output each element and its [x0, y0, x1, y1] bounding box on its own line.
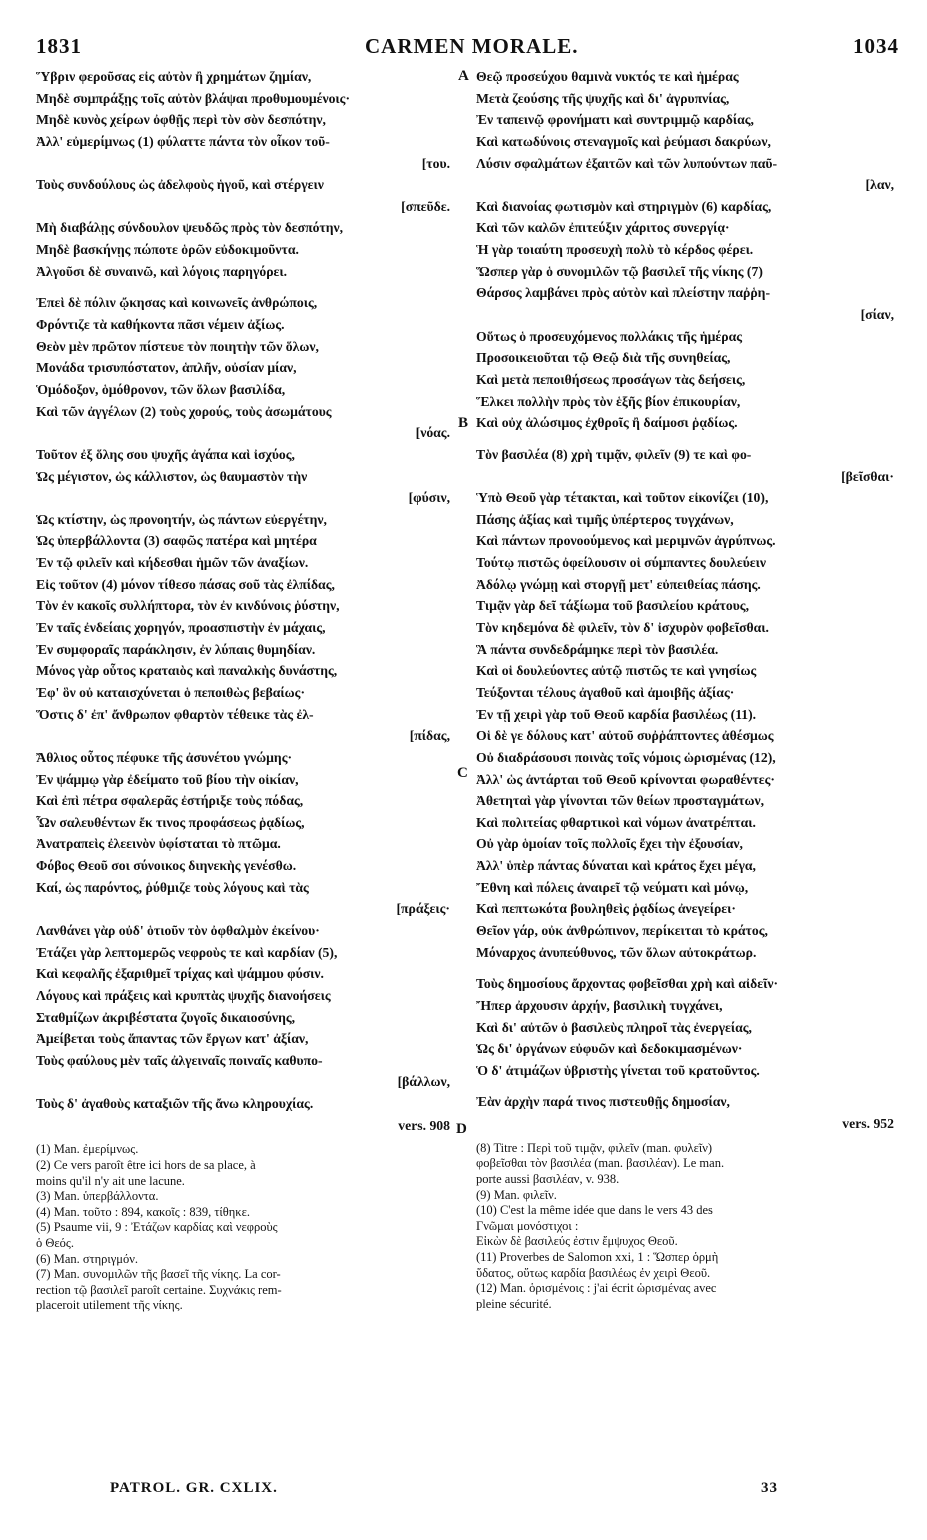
verse-line: [φύσιν, [408, 490, 450, 506]
verse-line: Μόναρχος ἀνυπεύθυνος, τῶν ὅλων αὐτοκράτωρ. [476, 944, 757, 960]
verse-line: Ὧν σαλευθέντων ἔκ τινος προφάσεως ῥᾳδίως, [36, 814, 305, 830]
verse-line: Ἃ πάντα συνδεδράμηκε περὶ τὸν βασιλέα. [476, 641, 719, 657]
verse-line: Καὶ ἐπὶ πέτρα σφαλερᾶς ἐστήριξε τοὺς πόδας, [36, 793, 304, 809]
verse-line: Θεῷ προσεύχου θαμινὰ νυκτός τε καὶ ἡμέρας [476, 69, 739, 84]
verse-line: Φόβος Θεοῦ σοι σύνοικος διηνεκὴς γενέσθω. [36, 858, 297, 874]
verse-line: Καὶ διανοίας φωτισμὸν καὶ στηριγμὸν (6) καρδίας, [476, 198, 772, 214]
verse-line: Ἐν τῷ φιλεῖν καὶ κήδεσθαι ἡμῶν τῶν ἀναξίων. [36, 555, 309, 571]
margin-letter-a: A [458, 68, 469, 84]
verse-line: Τιμᾷν γὰρ δεῖ τάξίωμα τοῦ βασιλείου κράτους, [476, 598, 750, 614]
verse-line: Ἐφ' ὃν οὐ καταισχύνεται ὁ πεποιθὼς βεβαίως· [36, 684, 306, 700]
verse-line: Ὕβριν φεροῦσας εἰς αὐτὸν ἢ χρημάτων ζημίαν, [36, 69, 312, 84]
left-stanza-2 [36, 292, 450, 1114]
verse-line: Τὸν κηδεμόνα δὲ φιλεῖν, τὸν δ' ἰσχυρὸν φοβεῖσθαι. [476, 620, 769, 636]
verse-line: Ἀλλ' ὑπὲρ πάντας δύναται καὶ κράτος ἔχει μέγα, [476, 858, 756, 874]
footnote-line: (9) Man. φιλεῖν. [476, 1187, 557, 1202]
verse-line: Μονάδα τρισυπόστατον, ἁπλῆν, οὐσίαν μίαν, [36, 360, 297, 376]
footnote-line: rection τῷ βασιλεῖ paroît certaine. Συχνάκις rem- [36, 1282, 282, 1297]
margin-letter-c: C [457, 765, 468, 781]
footnote-line: porte aussi βασιλέαν, v. 938. [476, 1171, 620, 1186]
verse-line: Προσοικειοῦται τῷ Θεῷ διὰ τῆς συνηθείας, [476, 350, 731, 366]
left-column [36, 66, 450, 1314]
verse-line: Ἀλλ' ὡς ἀντάρται τοῦ Θεοῦ κρίνονται φωραθέντες· [476, 771, 775, 787]
footnote-line: pleine sécurité. [476, 1296, 552, 1311]
verse-line: [σίαν, [860, 307, 894, 323]
verse-line: Μὴ διαβάλῃς σύνδουλον ψευδῶς πρὸς τὸν δεσπότην, [36, 220, 344, 236]
verse-line: Ἐν συμφοραῖς παράκλησιν, ἐν λύπαις θυμηδίαν. [36, 641, 316, 657]
verse-line: Τὸν βασιλέα (8) χρὴ τιμᾷν, φιλεῖν (9) τε καὶ φο- [476, 446, 752, 462]
patrologia-signature: PATROL. GR. CXLIX. [110, 1480, 278, 1496]
verse-line: Καὶ πολιτείας φθαρτικοὶ καὶ νόμων ἀνατρέπται. [476, 814, 756, 830]
verse-line: Ἀλλ' εὐμερίμνως (1) φύλαττε πάντα τὸν οἶκον τοῦ- [36, 133, 330, 149]
verse-line: Ἐὰν ἀρχὴν παρά τινος πιστευθῇς δημοσίαν, [476, 1094, 730, 1110]
verse-line: [βεῖσθαι· [841, 468, 894, 484]
header-title: CARMEN MORALE. [365, 34, 579, 58]
verse-line: Καὶ μετὰ πεποιθήσεως προσάγων τὰς δεήσεις, [476, 371, 746, 387]
verse-line: Καὶ οἱ δουλεύοντες αὐτῷ πιστῶς τε καὶ γνησίως [476, 663, 757, 679]
footnote-line: (10) C'est la même idée que dans le vers 43 des [476, 1203, 713, 1218]
verse-line: Ἀμείβεται τοὺς ἅπαντας τῶν ἔργων κατ' ἀξίαν, [36, 1031, 309, 1047]
footnote-line: ὕδατος, οὕτως καρδία βασιλέως ἐν χειρὶ Θεοῦ. [476, 1265, 711, 1280]
verse-line: [του. [421, 155, 450, 171]
verse-line: Καὶ πεπτωκότα βουληθεὶς ῥᾳδίως ἀνεγείρει· [476, 901, 736, 917]
verse-line: [σπεῦδε. [401, 198, 450, 214]
verse-line: Ὥσπερ γὰρ ὁ συνομιλῶν τῷ βασιλεῖ τῆς νίκης (7) [476, 263, 763, 279]
verse-line: Ὑπὸ Θεοῦ γὰρ τέτακται, καὶ τοῦτον εἰκονίζει (10), [476, 490, 769, 506]
verse-line: Τοὺς συνδούλους ὡς ἀδελφοὺς ἡγοῦ, καὶ στέργειν [36, 177, 324, 193]
right-stanza-2 [476, 444, 894, 963]
left-verse-reference: vers. 908 [398, 1117, 450, 1133]
verse-line: Καὶ τῶν ἀγγέλων (2) τοὺς χορούς, τοὺς ἀσωμάτους [36, 403, 332, 419]
verse-line: Ἕλκει πολλὴν πρὸς τὸν ἑξῆς βίον ἐπικουρίαν, [476, 393, 741, 409]
verse-line: Ὁμόδοξον, ὁμόθρονον, τῶν ὅλων βασιλίδα, [36, 381, 286, 397]
verse-line: [πίδας, [409, 728, 450, 744]
right-verse-reference: vers. 952 [842, 1116, 894, 1132]
verse-line: Οὐ διαδράσουσι ποινὰς τοῖς νόμοις ὡρισμένας (12), [476, 749, 776, 765]
footnote-line: φοβεῖσθαι τὸν βασιλέα (man. βασιλέαν). Le man. [476, 1156, 725, 1171]
verse-line: Ἐν ψάμμῳ γὰρ ἐδείματο τοῦ βίου τὴν οἰκίαν, [36, 771, 299, 787]
left-stanza-1 [36, 66, 450, 282]
verse-line: Εἰς τοῦτον (4) μόνον τίθεσο πάσας σοῦ τὰς ἐλπίδας, [36, 576, 335, 592]
footnote-line: (5) Psaume vii, 9 : Ἐτάζων καρδίας καὶ νεφροὺς [36, 1220, 278, 1235]
verse-line: [πράξεις· [396, 901, 450, 917]
right-stanza-1 [476, 66, 894, 434]
verse-line: Σταθμίζων ἀκριβέστατα ζυγοῖς δικαιοσύνης, [36, 1009, 296, 1025]
verse-line: Καὶ οὐχ ἁλώσιμος ἐχθροῖς ἢ δαίμοσι ῥᾳδίως. [476, 415, 738, 431]
verse-line: Λόγους καὶ πράξεις καὶ κρυπτὰς ψυχῆς διανοήσεις [36, 987, 331, 1003]
verse-line: Ὁ δ' ἀτιμάζων ὑβριστὴς γίνεται τοῦ κρατοῦντος. [476, 1062, 760, 1078]
right-stanza-3 [476, 973, 894, 1081]
verse-line: Μόνος γὰρ οὗτος κραταιὸς καὶ παναλκὴς δυνάστης, [36, 663, 338, 679]
verse-line: Οὐ γὰρ ὁμοίαν τοῖς πολλοῖς ἔχει τὴν ἐξουσίαν, [476, 836, 743, 852]
verse-line: [νόας. [415, 425, 450, 441]
verse-line: Καὶ κεφαλῆς ἐξαριθμεῖ τρίχας καὶ ψάμμου φύσιν. [36, 966, 324, 982]
footnote-line: (4) Man. τοῦτο : 894, κακοῖς : 839, τίθηκε. [36, 1204, 250, 1219]
verse-line: Ἐτάζει γὰρ λεπτομερῶς νεφροὺς τε καὶ καρδίαν (5), [36, 944, 338, 960]
verse-line: Καὶ κατωδύνοις στεναγμοῖς καὶ ῥεύμασι δακρύων, [476, 133, 771, 149]
verse-line: Καὶ τῶν καλῶν ἐπιτεύξιν χάριτος συνεργίᾳ· [476, 220, 730, 236]
verse-line: Ὡς δι' ὀργάνων εὐφυῶν καὶ δεδοκιμασμένων· [476, 1041, 743, 1057]
verse-line: Τοὺς δ' ἀγαθοὺς καταξιῶν τῆς ἄνω κληρουχίας. [36, 1096, 314, 1112]
footnote-line: (11) Proverbes de Salomon xxi, 1 : Ὥσπερ ὁρμὴ [476, 1249, 719, 1264]
verse-line: Ἀδόλῳ γνώμῃ καὶ στοργῇ μετ' εὐπειθείας πάσης. [476, 576, 761, 592]
verse-line: Ἄθλιος οὗτος πέφυκε τῆς ἀσυνέτου γνώμης· [36, 749, 293, 765]
verse-line: Πάσης ἀξίας καὶ τιμῆς ὑπέρτερος τυγχάνων, [476, 511, 734, 527]
verse-line: Μηδὲ συμπράξῃς τοῖς αὐτὸν βλάψαι προθυμουμένοις· [36, 90, 351, 106]
footnote-line: moins qu'il n'y ait une lacune. [36, 1173, 185, 1188]
footnote-line: (8) Titre : Περὶ τοῦ τιμᾷν, φιλεῖν (man. φυλεῖν) [476, 1140, 713, 1155]
footnote-line: (2) Ce vers paroît être ici hors de sa place, à [36, 1157, 256, 1172]
verse-line: Οἱ δὲ γε δόλους κατ' αὐτοῦ συῤῥάπτοντες ἀθέσμως [476, 728, 774, 744]
header-column-number-right: 1034 [853, 34, 899, 58]
footnote-line: (3) Man. ὑπερβάλλοντα. [36, 1189, 159, 1204]
verse-line: Ὡς μέγιστον, ὡς κάλλιστον, ὡς θαυμαστὸν τὴν [36, 468, 308, 484]
footnote-line: (1) Man. ἐμερίμνως. [36, 1142, 139, 1157]
verse-line: Λανθάνει γὰρ οὐδ' ὁτιοῦν τὸν ὀφθαλμὸν ἐκείνου· [36, 922, 320, 938]
verse-line: Θεὸν μὲν πρῶτον πίστευε τὸν ποιητὴν τῶν ὅλων, [36, 338, 319, 354]
header-column-number-left: 1831 [36, 34, 82, 58]
verse-line: Τοὺς δημοσίους ἄρχοντας φοβεῖσθαι χρὴ καὶ αἰδεῖν· [476, 976, 779, 992]
footnote-line: (12) Man. ὁρισμένοις : j'ai écrit ὡρισμένας avec [476, 1281, 717, 1296]
verse-line: Μηδὲ κυνὸς χείρων ὀφθῇς περὶ τὸν σὸν δεσπότην, [36, 112, 326, 128]
footnote-line: (7) Man. συνομιλῶν τῆς βασεῖ τῆς νίκης. La cor- [36, 1267, 281, 1282]
right-stanza-4 [476, 1091, 894, 1113]
verse-line: Τοὺς φαύλους μὲν ταῖς ἀλγειναῖς ποιναῖς καθυπο- [36, 1052, 323, 1068]
verse-line: Μηδὲ βασκήνῃς πώποτε ὁρῶν εὐδοκιμοῦντα. [36, 242, 299, 258]
verse-line: Θεῖον γάρ, οὐκ ἀνθρώπινον, περίκειται τὸ κράτος, [476, 922, 768, 938]
verse-line: [λαν, [865, 177, 894, 193]
verse-line: Ἀλγοῦσι δὲ συναινῶ, καὶ λόγοις παρηγόρει. [36, 263, 288, 279]
verse-line: Τούτῳ πιστῶς ὀφείλουσιν οἱ σύμπαντες δουλεύειν [476, 555, 767, 571]
verse-line: Ἀνατραπεὶς ἐλεεινὸν ὑφίσταται τὸ πτῶμα. [36, 836, 281, 852]
verse-line: Λύσιν σφαλμάτων ἐξαιτῶν καὶ τῶν λυπούντων παῦ- [476, 155, 778, 171]
verse-line: Ἐν ταπεινῷ φρονήματι καὶ συντριμμῷ καρδίας, [476, 112, 754, 128]
verse-line: Ὡς κτίστην, ὡς προνοητήν, ὡς πάντων εὐεργέτην, [36, 511, 327, 527]
verse-line: Ἐν ταῖς ἐνδείαις χορηγόν, προασπιστὴν ἐν μάχαις, [36, 620, 326, 636]
verse-line: Οὕτως ὁ προσευχόμενος πολλάκις τῆς ἡμέρας [476, 328, 742, 344]
right-footnotes [476, 1141, 894, 1313]
verse-line: Ἐπεὶ δὲ πόλιν ᾤκησας καὶ κοινωνεῖς ἀνθρώποις, [36, 295, 318, 311]
verse-line: Θάρσος λαμβάνει πρὸς αὐτὸν καὶ πλείστην παῤῥη- [476, 285, 771, 301]
verse-line: Φρόντιζε τὰ καθήκοντα πᾶσι νέμειν ἀξίως. [36, 317, 285, 333]
margin-letter-d: D [456, 1121, 467, 1137]
left-footnotes [36, 1142, 450, 1314]
footnote-line: (6) Man. στηριγμόν. [36, 1251, 139, 1266]
verse-line: Τὸν ἐν κακοῖς συλλήπτορα, τὸν ἐν κινδύνοις ῥύστην, [36, 598, 340, 614]
verse-line: Ἐν τῇ χειρὶ γὰρ τοῦ Θεοῦ καρδία βασιλέως (11). [476, 706, 757, 722]
verse-line: Τεύξονται τέλους ἀγαθοῦ καὶ ἀμοιβῆς ἀξίας· [476, 684, 735, 700]
verse-line: [βάλλων, [397, 1074, 450, 1090]
verse-line: Ἤπερ ἀρχουσιν ἀρχήν, βασιλικὴ τυγχάνει, [476, 997, 723, 1013]
verse-line: Ὡς ὑπερβάλλοντα (3) σαφῶς πατέρα καὶ μητέρα [36, 533, 317, 549]
verse-line: Καὶ δι' αὐτῶν ὁ βασιλεὺς πληροῖ τὰς ἐνεργείας, [476, 1019, 752, 1035]
verse-line: Ἔθνη καὶ πόλεις ἀναιρεῖ τῷ νεύματι καὶ μόνῳ, [476, 879, 749, 895]
footnote-line: ὁ Θεός. [36, 1235, 74, 1250]
verse-line: Ἀθετηταὶ γὰρ γίνονται τῶν θείων προσταγμάτων, [476, 793, 765, 809]
page-number: 33 [761, 1480, 778, 1496]
footnote-line: Εἰκὼν δὲ βασιλεύς ἐστιν ἔμψυχος Θεοῦ. [476, 1234, 678, 1249]
right-column [476, 66, 894, 1312]
verse-line: Ἡ γὰρ τοιαύτη προσευχὴ πολὺ τὸ κέρδος φέρει. [476, 242, 754, 258]
footnote-line: Γνῶμαι μονόστιχοι : [476, 1218, 579, 1233]
verse-line: Καὶ πάντων προνοούμενος καὶ μεριμνῶν ἀγρύπνως. [476, 533, 776, 549]
footnote-line: placeroit utilement τῆς νίκης. [36, 1298, 183, 1313]
verse-line: Καί, ὡς παρόντος, ῥύθμιζε τοὺς λόγους καὶ τὰς [36, 879, 309, 895]
margin-letter-b: B [458, 415, 469, 431]
verse-line: Τοῦτον ἐξ ὅλης σου ψυχῆς ἀγάπα καὶ ἰσχύος, [36, 446, 295, 462]
verse-line: Ὅστις δ' ἐπ' ἄνθρωπον φθαρτὸν τέθεικε τὰς ἐλ- [36, 706, 314, 722]
verse-line: Μετὰ ζεούσης τῆς ψυχῆς καὶ δι' ἀγρυπνίας, [476, 90, 730, 106]
